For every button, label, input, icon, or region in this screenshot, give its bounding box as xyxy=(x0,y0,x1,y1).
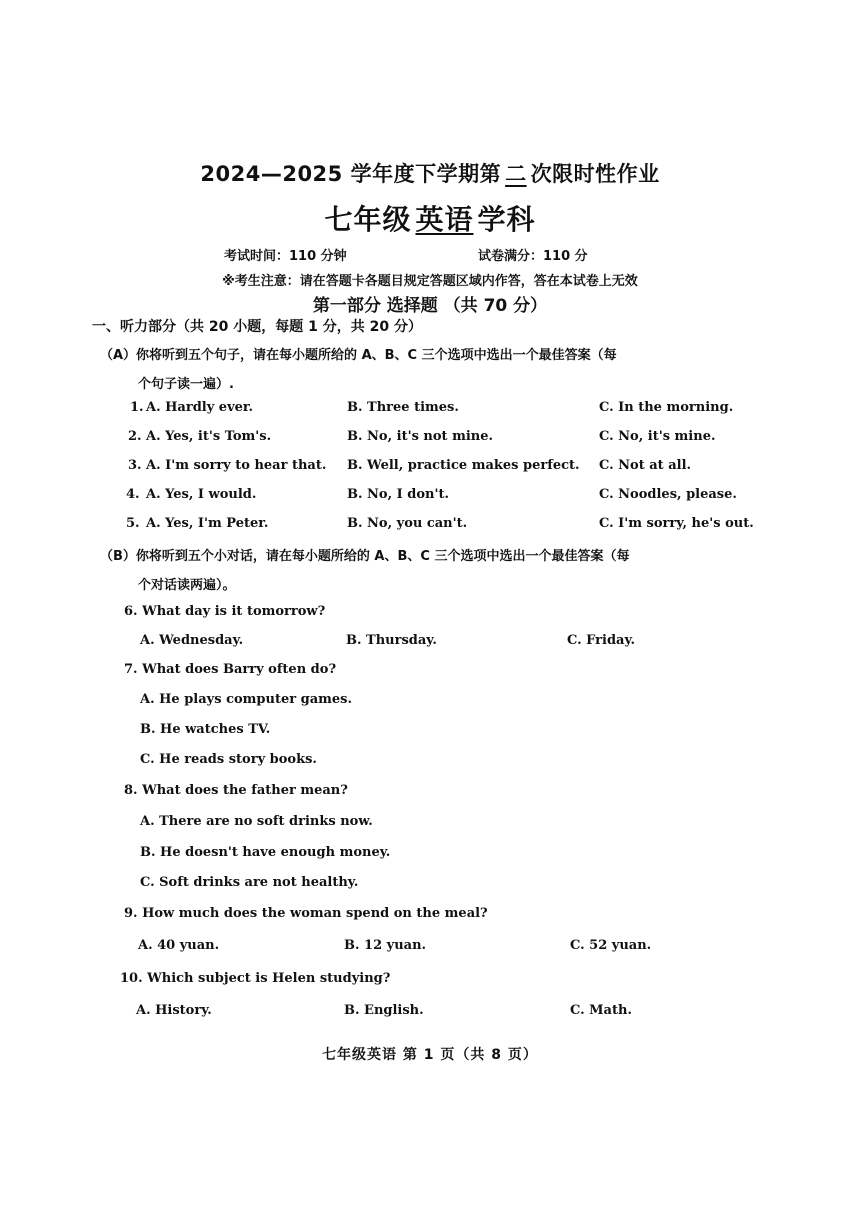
option-c: C. Friday. xyxy=(567,633,636,648)
title-blank: 二 xyxy=(505,162,527,186)
option-a: A. Yes, I'm Peter. xyxy=(146,516,269,531)
option-a: A. Hardly ever. xyxy=(146,400,254,415)
subject-suffix: 学科 xyxy=(477,203,536,236)
subject-label: 英语 xyxy=(415,203,474,236)
sectionB-instruction-line1: （B）你将听到五个小对话，请在每小题所给的 A、B、C 三个选项中选出一个最佳答案（每 xyxy=(100,549,630,564)
option-a: A. Wednesday. xyxy=(140,633,244,648)
option-c: C. I'm sorry, he's out. xyxy=(599,516,754,531)
sectionA-instruction-line1: （A）你将听到五个句子，请在每小题所给的 A、B、C 三个选项中选出一个最佳答案（每 xyxy=(100,348,617,363)
option-b: B. No, I don't. xyxy=(347,487,449,502)
question-number: 2. xyxy=(128,429,142,444)
option-c: C. Math. xyxy=(570,1003,632,1018)
question-number: 4. xyxy=(126,487,140,502)
title-suffix: 次限时性作业 xyxy=(530,162,660,186)
option-c: C. Soft drinks are not healthy. xyxy=(140,875,359,890)
option-a: A. I'm sorry to hear that. xyxy=(146,458,327,473)
exam-time: 考试时间：110 分钟 xyxy=(224,249,347,264)
question-stem: 8. What does the father mean? xyxy=(124,783,348,798)
question-number: 3. xyxy=(128,458,142,473)
question-stem: 7. What does Barry often do? xyxy=(124,662,337,677)
sectionA-instruction-line2: 个句子读一遍）. xyxy=(138,377,234,392)
option-b: B. English. xyxy=(344,1003,424,1018)
sectionB-instruction-line2: 个对话读两遍）。 xyxy=(138,578,236,593)
option-b: B. Thursday. xyxy=(346,633,437,648)
option-a: A. Yes, it's Tom's. xyxy=(146,429,272,444)
part1-title: 第一部分 选择题 （共 70 分） xyxy=(312,296,548,316)
exam-title xyxy=(0,158,860,188)
option-a: A. There are no soft drinks now. xyxy=(140,814,373,829)
exam-notice: ※考生注意：请在答题卡各题目规定答题区域内作答，答在本试卷上无效 xyxy=(222,274,638,289)
option-c: C. Not at all. xyxy=(599,458,692,473)
option-b: B. Three times. xyxy=(347,400,459,415)
title-prefix: 2024—2025 学年度下学期第 xyxy=(200,162,502,186)
question-number: 1. xyxy=(130,400,144,415)
full-score: 试卷满分：110 分 xyxy=(478,249,588,264)
option-c: C. In the morning. xyxy=(599,400,734,415)
option-c: C. 52 yuan. xyxy=(570,938,652,953)
option-c: C. No, it's mine. xyxy=(599,429,716,444)
section1-title: 一、听力部分（共 20 小题，每题 1 分，共 20 分） xyxy=(92,319,422,335)
option-b: B. He doesn't have enough money. xyxy=(140,845,391,860)
option-a: A. 40 yuan. xyxy=(138,938,220,953)
page-footer: 七年级英语 第 1 页（共 8 页） xyxy=(322,1047,538,1063)
option-b: B. Well, practice makes perfect. xyxy=(347,458,580,473)
option-b: B. 12 yuan. xyxy=(344,938,427,953)
question-stem: 6. What day is it tomorrow? xyxy=(124,604,326,619)
option-a: A. Yes, I would. xyxy=(146,487,257,502)
option-b: B. He watches TV. xyxy=(140,722,271,737)
option-c: C. He reads story books. xyxy=(140,752,317,767)
question-number: 5. xyxy=(126,516,140,531)
question-stem: 10. Which subject is Helen studying? xyxy=(120,971,391,986)
option-a: A. He plays computer games. xyxy=(140,692,352,707)
option-b: B. No, you can't. xyxy=(347,516,468,531)
option-b: B. No, it's not mine. xyxy=(347,429,494,444)
option-c: C. Noodles, please. xyxy=(599,487,737,502)
grade-subject-title xyxy=(0,198,860,238)
grade-label: 七年级 xyxy=(324,203,412,236)
question-stem: 9. How much does the woman spend on the meal? xyxy=(124,906,488,921)
option-a: A. History. xyxy=(136,1003,212,1018)
